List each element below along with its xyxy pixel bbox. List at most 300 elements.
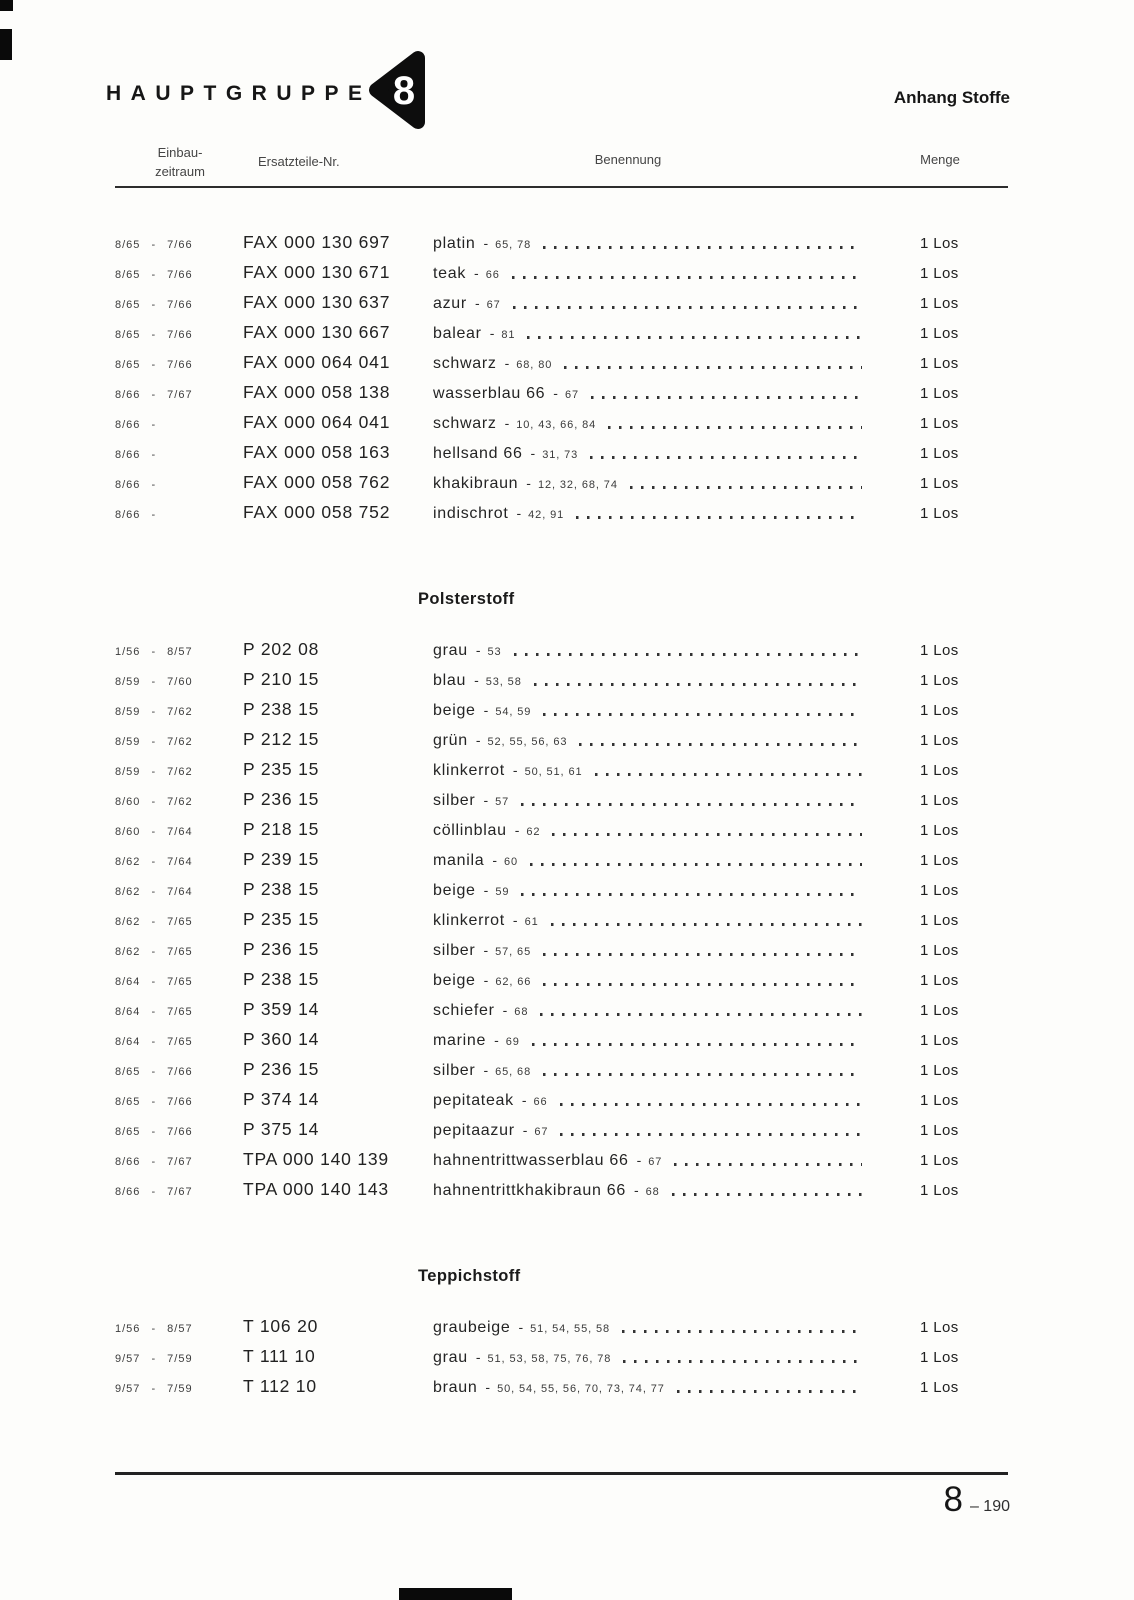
row-quantity: 1 Los [920, 475, 959, 492]
row-period: 8/66 - [115, 449, 157, 461]
row-separator: - [504, 415, 510, 431]
row-period: 8/66 - [115, 479, 157, 491]
row-separator: - [633, 1182, 639, 1198]
row-quantity: 1 Los [920, 415, 959, 432]
row-separator: - [514, 822, 520, 838]
row-separator: - [485, 1379, 491, 1395]
row-part-number: FAX 000 058 762 [243, 472, 391, 492]
row-designation [433, 415, 920, 433]
row-period: 8/66 - 7/67 [115, 389, 193, 401]
row-period: 8/60 - 7/62 [115, 796, 193, 808]
row-part-number: P 235 15 [243, 909, 320, 929]
table-row [115, 382, 1008, 412]
row-quantity: 1 Los [920, 912, 959, 929]
row-color-name: grau [433, 1349, 468, 1366]
table-row [115, 1029, 1008, 1059]
row-period: 8/65 - 7/66 [115, 1126, 193, 1138]
row-period: 8/66 - [115, 419, 157, 431]
row-color-codes: 57 [495, 796, 510, 808]
dots-leader [514, 653, 862, 656]
row-separator: - [475, 1349, 481, 1365]
row-separator: - [521, 1092, 527, 1108]
row-color-name: pepitaazur [433, 1122, 515, 1139]
row-color-codes: 65, 78 [495, 239, 532, 251]
row-color-name: marine [433, 1032, 487, 1049]
table-row [115, 292, 1008, 322]
table-row [115, 999, 1008, 1029]
dots-leader [576, 516, 862, 519]
row-designation [433, 1122, 920, 1140]
row-color-name: blau [433, 672, 467, 689]
row-color-name: indischrot [433, 505, 509, 522]
row-quantity: 1 Los [920, 1182, 959, 1199]
row-color-name: grün [433, 732, 468, 749]
row-separator: - [512, 912, 518, 928]
dots-leader [564, 366, 862, 369]
row-color-name: schiefer [433, 1002, 495, 1019]
row-designation [433, 672, 920, 690]
row-designation [433, 265, 920, 283]
annex-title: Anhang Stoffe [893, 88, 1010, 107]
row-designation [433, 1182, 920, 1200]
group-number-badge [366, 50, 426, 130]
table-section [115, 590, 1008, 1209]
row-designation [433, 1152, 920, 1170]
table-section [115, 232, 1008, 532]
row-quantity: 1 Los [920, 445, 959, 462]
row-quantity: 1 Los [920, 1379, 959, 1396]
table-row [115, 262, 1008, 292]
row-designation [433, 355, 920, 373]
row-designation [433, 325, 920, 343]
row-period: 8/64 - 7/65 [115, 1006, 193, 1018]
row-part-number: P 238 15 [243, 699, 320, 719]
row-designation [433, 1002, 920, 1020]
dots-leader [530, 863, 862, 866]
dots-leader [532, 1043, 862, 1046]
row-period: 8/59 - 7/60 [115, 676, 193, 688]
column-header-period-line2: zeitraum [155, 163, 205, 179]
dots-leader [534, 683, 862, 686]
row-separator: - [483, 942, 489, 958]
row-period: 8/65 - 7/66 [115, 359, 193, 371]
row-quantity: 1 Los [920, 1002, 959, 1019]
row-part-number: P 218 15 [243, 819, 320, 839]
row-color-codes: 62 [526, 826, 541, 838]
row-part-number: P 236 15 [243, 939, 320, 959]
table-row [115, 232, 1008, 262]
row-separator: - [483, 702, 489, 718]
row-quantity: 1 Los [920, 702, 959, 719]
row-designation [433, 1092, 920, 1110]
row-period: 8/62 - 7/64 [115, 886, 193, 898]
row-designation [433, 1379, 920, 1397]
row-color-name: teak [433, 265, 467, 282]
row-designation [433, 852, 920, 870]
row-color-codes: 50, 51, 61 [524, 766, 583, 778]
row-color-codes: 10, 43, 66, 84 [516, 419, 597, 431]
page-number-group: 8 [943, 1480, 963, 1519]
row-period: 9/57 - 7/59 [115, 1353, 193, 1365]
dots-leader [677, 1390, 862, 1393]
row-designation [433, 732, 920, 750]
row-color-name: silber [433, 942, 476, 959]
table-row [115, 879, 1008, 909]
row-period: 8/65 - 7/66 [115, 269, 193, 281]
row-color-codes: 53, 58 [485, 676, 522, 688]
row-designation [433, 642, 920, 660]
row-period: 8/60 - 7/64 [115, 826, 193, 838]
row-period: 8/65 - 7/66 [115, 1066, 193, 1078]
row-period: 8/65 - 7/66 [115, 299, 193, 311]
table-row [115, 909, 1008, 939]
column-header-quantity: Menge [920, 152, 960, 167]
table-row [115, 699, 1008, 729]
row-color-name: cöllinblau [433, 822, 507, 839]
row-color-codes: 69 [505, 1036, 520, 1048]
row-quantity: 1 Los [920, 295, 959, 312]
row-separator: - [474, 295, 480, 311]
dots-leader [623, 1360, 862, 1363]
row-color-codes: 62, 66 [495, 976, 532, 988]
row-period: 9/57 - 7/59 [115, 1383, 193, 1395]
row-part-number: T 111 10 [243, 1346, 316, 1366]
row-color-codes: 59 [495, 886, 510, 898]
row-separator: - [553, 385, 558, 401]
row-color-name: hahnentrittkhakibraun 66 [433, 1182, 626, 1199]
row-quantity: 1 Los [920, 822, 959, 839]
table-row [115, 939, 1008, 969]
table-row [115, 849, 1008, 879]
row-part-number: P 239 15 [243, 849, 320, 869]
row-separator: - [483, 1062, 489, 1078]
row-color-codes: 66 [485, 269, 500, 281]
row-quantity: 1 Los [920, 882, 959, 899]
dots-leader [595, 773, 862, 776]
row-quantity: 1 Los [920, 792, 959, 809]
table-row [115, 729, 1008, 759]
row-quantity: 1 Los [920, 505, 959, 522]
row-color-codes: 67 [486, 299, 501, 311]
row-part-number: FAX 000 058 163 [243, 442, 391, 462]
row-designation [433, 762, 920, 780]
scan-mark-bottom [399, 1588, 512, 1600]
row-part-number: TPA 000 140 139 [243, 1149, 389, 1169]
row-color-codes: 31, 73 [542, 449, 579, 461]
row-color-name: beige [433, 972, 476, 989]
row-color-codes: 67 [534, 1126, 549, 1138]
row-part-number: P 375 14 [243, 1119, 320, 1139]
row-color-name: wasserblau 66 [433, 385, 546, 402]
row-designation [433, 702, 920, 720]
row-quantity: 1 Los [920, 1349, 959, 1366]
row-separator: - [483, 972, 489, 988]
row-separator: - [526, 475, 531, 491]
row-quantity: 1 Los [920, 265, 959, 282]
table-row [115, 789, 1008, 819]
row-period: 8/65 - 7/66 [115, 239, 193, 251]
table-row [115, 669, 1008, 699]
row-part-number: P 360 14 [243, 1029, 320, 1049]
row-color-name: schwarz [433, 355, 497, 372]
row-quantity: 1 Los [920, 325, 959, 342]
row-period: 8/59 - 7/62 [115, 736, 193, 748]
row-color-name: manila [433, 852, 485, 869]
row-color-codes: 53 [487, 646, 502, 658]
row-color-name: balear [433, 325, 482, 342]
page-title: HAUPTGRUPPE [106, 82, 372, 105]
row-separator: - [504, 355, 510, 371]
dots-leader [579, 743, 862, 746]
dots-leader [543, 953, 862, 956]
row-color-name: pepitateak [433, 1092, 514, 1109]
dots-leader [521, 893, 862, 896]
row-part-number: FAX 000 130 667 [243, 322, 391, 342]
row-color-name: platin [433, 235, 476, 252]
dots-leader [552, 833, 862, 836]
row-designation [433, 1349, 920, 1367]
row-designation [433, 295, 920, 313]
column-header-period [128, 144, 232, 182]
column-header-period-line1: Einbau- [157, 145, 203, 160]
row-color-name: braun [433, 1379, 478, 1396]
dots-leader [560, 1133, 862, 1136]
row-separator: - [512, 762, 518, 778]
parts-table [115, 188, 1008, 1406]
row-color-codes: 50, 54, 55, 56, 70, 73, 74, 77 [497, 1383, 665, 1395]
row-part-number: P 202 08 [243, 639, 320, 659]
row-part-number: T 112 10 [243, 1376, 317, 1396]
row-period: 8/64 - 7/65 [115, 976, 193, 988]
row-period: 1/56 - 8/57 [115, 646, 193, 658]
row-period: 8/65 - 7/66 [115, 329, 193, 341]
row-designation [433, 1319, 920, 1337]
row-separator: - [636, 1152, 642, 1168]
row-color-codes: 52, 55, 56, 63 [487, 736, 568, 748]
row-color-codes: 68 [645, 1186, 660, 1198]
row-part-number: P 359 14 [243, 999, 320, 1019]
row-part-number: TPA 000 140 143 [243, 1179, 389, 1199]
row-color-name: schwarz [433, 415, 497, 432]
row-part-number: FAX 000 130 637 [243, 292, 391, 312]
table-section [115, 1267, 1008, 1406]
row-color-name: hahnentrittwasserblau 66 [433, 1152, 629, 1169]
row-separator: - [483, 882, 489, 898]
dots-leader [543, 1073, 862, 1076]
row-period: 8/59 - 7/62 [115, 766, 193, 778]
row-color-codes: 66 [533, 1096, 548, 1108]
row-quantity: 1 Los [920, 1032, 959, 1049]
row-quantity: 1 Los [920, 385, 959, 402]
row-designation [433, 235, 920, 253]
dots-leader [630, 486, 862, 489]
row-quantity: 1 Los [920, 1319, 959, 1336]
badge-shape-icon [366, 50, 426, 130]
table-row [115, 1346, 1008, 1376]
row-color-name: hellsand 66 [433, 445, 523, 462]
table-row [115, 639, 1008, 669]
table-row [115, 472, 1008, 502]
dots-leader [608, 426, 862, 429]
row-designation [433, 385, 920, 403]
row-part-number: FAX 000 064 041 [243, 412, 391, 432]
row-quantity: 1 Los [920, 672, 959, 689]
section-rows [115, 1316, 1008, 1406]
row-designation [433, 475, 920, 493]
section-title: Teppichstoff [418, 1267, 521, 1285]
row-color-codes: 57, 65 [495, 946, 532, 958]
column-header-designation: Benennung [594, 152, 662, 167]
dots-leader [513, 306, 862, 309]
page-number [943, 1480, 1010, 1520]
row-separator: - [530, 445, 536, 461]
dots-leader [540, 1013, 862, 1016]
row-part-number: P 235 15 [243, 759, 320, 779]
row-part-number: FAX 000 130 697 [243, 232, 391, 252]
row-color-codes: 68 [514, 1006, 529, 1018]
row-part-number: P 374 14 [243, 1089, 320, 1109]
section-rows [115, 639, 1008, 1209]
table-row [115, 1376, 1008, 1406]
row-separator: - [492, 852, 498, 868]
row-period: 8/64 - 7/65 [115, 1036, 193, 1048]
row-quantity: 1 Los [920, 732, 959, 749]
dots-leader [560, 1103, 862, 1106]
row-part-number: FAX 000 058 138 [243, 382, 391, 402]
table-row [115, 1149, 1008, 1179]
row-period: 8/66 - [115, 509, 157, 521]
row-period: 8/62 - 7/64 [115, 856, 193, 868]
row-color-codes: 81 [501, 329, 516, 341]
row-separator: - [474, 672, 479, 688]
section-title: Polsterstoff [418, 590, 515, 608]
row-color-name: azur [433, 295, 467, 312]
table-row [115, 442, 1008, 472]
row-color-codes: 51, 53, 58, 75, 76, 78 [487, 1353, 612, 1365]
row-quantity: 1 Los [920, 1122, 959, 1139]
table-row [115, 412, 1008, 442]
scan-mark-top-1 [0, 0, 13, 11]
table-row [115, 1119, 1008, 1149]
dots-leader [591, 396, 862, 399]
row-designation [433, 792, 920, 810]
row-color-codes: 61 [524, 916, 539, 928]
row-quantity: 1 Los [920, 355, 959, 372]
row-color-codes: 42, 91 [528, 509, 565, 521]
row-period: 8/66 - 7/67 [115, 1156, 193, 1168]
table-row [115, 969, 1008, 999]
footer-rule [115, 1472, 1008, 1475]
row-separator: - [516, 505, 522, 521]
row-designation [433, 822, 920, 840]
row-period: 8/62 - 7/65 [115, 916, 193, 928]
row-quantity: 1 Los [920, 852, 959, 869]
row-separator: - [475, 732, 481, 748]
row-quantity: 1 Los [920, 1152, 959, 1169]
badge-number: 8 [392, 69, 416, 113]
dots-leader [551, 923, 862, 926]
row-color-name: klinkerrot [433, 762, 505, 779]
dots-leader [674, 1163, 862, 1166]
dots-leader [672, 1193, 862, 1196]
row-part-number: FAX 000 064 041 [243, 352, 391, 372]
row-part-number: FAX 000 130 671 [243, 262, 391, 282]
row-separator: - [522, 1122, 528, 1138]
row-designation [433, 912, 920, 930]
row-part-number: P 238 15 [243, 969, 320, 989]
row-color-codes: 65, 68 [495, 1066, 532, 1078]
dots-leader [590, 456, 862, 459]
row-quantity: 1 Los [920, 942, 959, 959]
row-color-codes: 54, 59 [495, 706, 532, 718]
row-separator: - [502, 1002, 508, 1018]
table-row [115, 502, 1008, 532]
row-color-name: silber [433, 1062, 476, 1079]
row-period: 8/62 - 7/65 [115, 946, 193, 958]
dots-leader [622, 1330, 862, 1333]
row-color-name: khakibraun [433, 475, 519, 492]
table-row [115, 1316, 1008, 1346]
row-quantity: 1 Los [920, 762, 959, 779]
row-designation [433, 882, 920, 900]
row-separator: - [483, 792, 489, 808]
row-color-codes: 12, 32, 68, 74 [537, 479, 618, 491]
row-separator: - [494, 1032, 499, 1048]
row-color-name: grau [433, 642, 468, 659]
table-row [115, 1059, 1008, 1089]
row-designation [433, 972, 920, 990]
row-quantity: 1 Los [920, 642, 959, 659]
row-designation [433, 1032, 920, 1050]
dots-leader [521, 803, 862, 806]
row-color-codes: 67 [564, 389, 579, 401]
row-designation [433, 505, 920, 523]
dots-leader [512, 276, 862, 279]
row-part-number: P 236 15 [243, 789, 320, 809]
dots-leader [543, 983, 862, 986]
row-color-name: klinkerrot [433, 912, 505, 929]
row-quantity: 1 Los [920, 972, 959, 989]
row-separator: - [518, 1319, 524, 1335]
dots-leader [527, 336, 862, 339]
scan-mark-top-2 [0, 29, 12, 60]
row-part-number: P 238 15 [243, 879, 320, 899]
row-separator: - [483, 235, 489, 251]
row-color-codes: 60 [504, 856, 519, 868]
row-color-name: beige [433, 882, 476, 899]
row-part-number: FAX 000 058 752 [243, 502, 391, 522]
dots-leader [543, 246, 862, 249]
row-part-number: P 236 15 [243, 1059, 320, 1079]
row-part-number: P 210 15 [243, 669, 320, 689]
row-separator: - [489, 325, 495, 341]
dots-leader [543, 713, 862, 716]
row-separator: - [474, 265, 479, 281]
column-header-part-number: Ersatzteile-Nr. [258, 154, 340, 169]
row-period: 8/59 - 7/62 [115, 706, 193, 718]
row-period: 8/66 - 7/67 [115, 1186, 193, 1198]
row-designation [433, 1062, 920, 1080]
row-color-name: silber [433, 792, 476, 809]
row-part-number: T 106 20 [243, 1316, 319, 1336]
row-color-codes: 68, 80 [516, 359, 553, 371]
table-row [115, 322, 1008, 352]
row-color-name: beige [433, 702, 476, 719]
table-row [115, 1179, 1008, 1209]
table-row [115, 759, 1008, 789]
row-color-codes: 51, 54, 55, 58 [530, 1323, 611, 1335]
row-quantity: 1 Los [920, 235, 959, 252]
